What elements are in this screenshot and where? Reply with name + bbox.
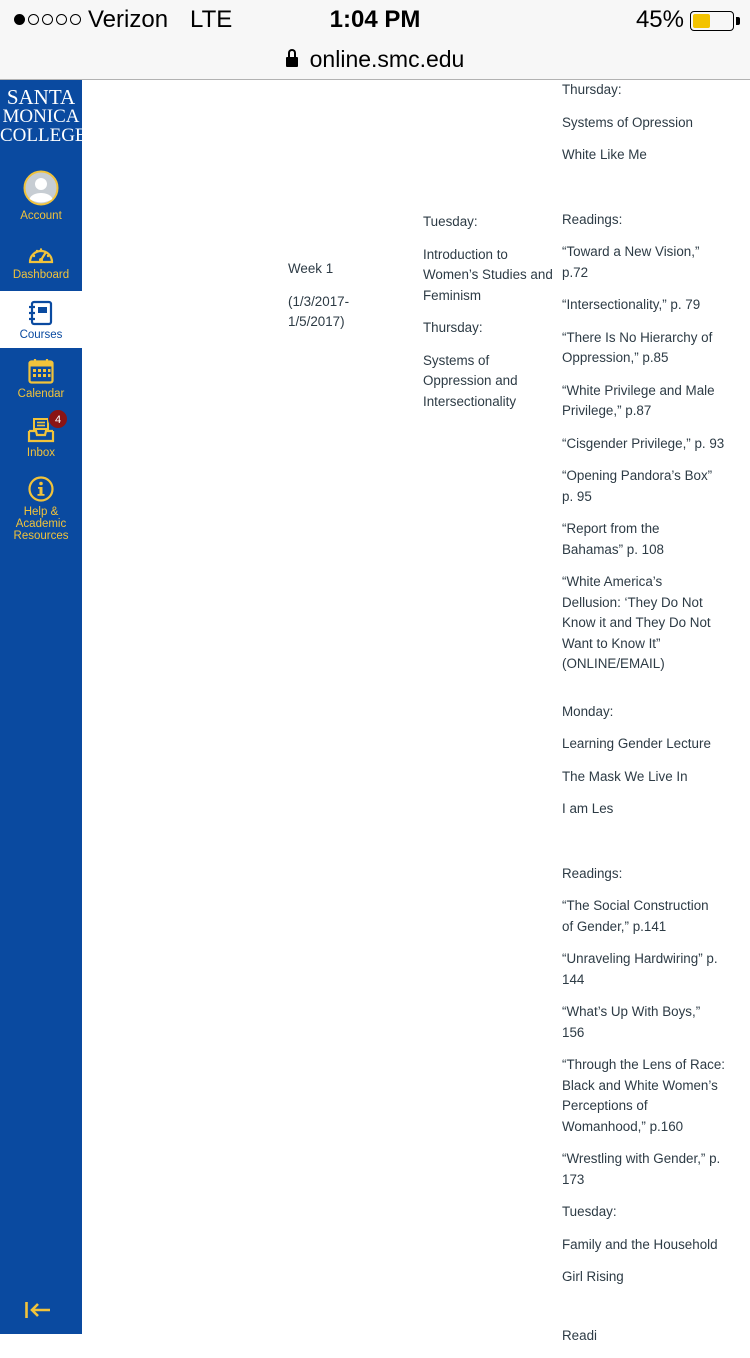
syllabus-schedule-table (82, 80, 750, 1343)
reading-item: “Intersectionality,” p. 79 (562, 297, 701, 312)
nav-item-inbox[interactable]: 4 Inbox (0, 417, 82, 461)
readings-heading-partial: Readi (562, 1327, 597, 1343)
schedule-item: Systems of Opression (562, 114, 693, 130)
day-label: Thursday: (423, 320, 483, 335)
topic-text: Systems of Oppression and Intersectionality (423, 352, 518, 409)
nav-item-calendar[interactable]: Calendar (0, 358, 82, 402)
readings-heading: Readings: (562, 211, 623, 227)
reading-item: “Through the Lens of Race: Black and White Women’s Perceptions of Womanhood,” p.160 (562, 1057, 726, 1134)
nav-item-dashboard[interactable]: Dashboard (0, 243, 82, 291)
address-bar[interactable] (0, 40, 750, 80)
lock-icon (286, 54, 298, 68)
url-text[interactable]: online.smc.edu (309, 46, 465, 72)
reading-item: “The Social Construction of Gender,” p.141 (562, 898, 709, 934)
battery-percent: 45% (635, 6, 684, 33)
network-type: LTE (190, 6, 233, 33)
reading-item: “Unraveling Hardwiring” p. 144 (562, 951, 718, 987)
nav-item-help[interactable] (0, 476, 82, 542)
topics-column (423, 212, 559, 424)
reading-item: “Toward a New Vision,” p.72 (562, 244, 700, 280)
reading-item: “Wrestling with Gender,” p. 173 (562, 1151, 721, 1187)
schedule-item: The Mask We Live In (562, 768, 688, 784)
help-icon (28, 476, 54, 502)
schedule-item: Learning Gender Lecture (562, 736, 711, 751)
day-label: Monday: (562, 703, 614, 719)
week-dates: (1/3/2017- 1/5/2017) (288, 293, 350, 329)
courses-icon (28, 301, 54, 325)
help-label: Help & Academic Resources (13, 506, 69, 542)
week-label: Week 1 (288, 261, 334, 276)
global-navigation (0, 80, 87, 1334)
reading-item: “Cisgender Privilege,” p. 93 (562, 435, 725, 451)
day-label: Thursday: (562, 82, 622, 97)
college-logo[interactable]: SANTA MONICA COLLEGE (0, 85, 87, 146)
reading-item: “Report from the Bahamas” p. 108 (562, 521, 664, 557)
account-icon (23, 170, 59, 206)
readings-column (562, 80, 744, 1358)
day-label: Tuesday: (562, 1204, 617, 1219)
nav-item-courses[interactable]: Courses (0, 291, 82, 348)
readings-heading: Readings: (562, 865, 623, 881)
schedule-item: I am Les (562, 801, 614, 816)
reading-item: “White Privilege and Male Privilege,” p.87 (562, 382, 715, 418)
day-label: Tuesday: (423, 214, 478, 229)
week-column (288, 259, 408, 345)
reading-item: “Opening Pandora’s Box” p. 95 (562, 468, 713, 504)
collapse-nav-icon[interactable] (24, 1300, 52, 1320)
battery-icon (690, 11, 734, 31)
schedule-item: Family and the Household (562, 1236, 718, 1252)
reading-item: “White America’s Dellusion: ‘They Do Not Know it and They Do Not Want to Know It” (ONLINE/EMAIL) (562, 574, 711, 671)
carrier-name: Verizon (88, 6, 169, 33)
status-bar (0, 0, 750, 40)
schedule-item: White Like Me (562, 147, 647, 162)
reading-item: “There Is No Hierarchy of Oppression,” p.85 (562, 329, 713, 365)
nav-item-account[interactable]: Account (0, 170, 82, 222)
dashboard-icon (27, 243, 55, 265)
unread-count-badge: 4 (48, 409, 68, 429)
calendar-icon (28, 358, 54, 384)
status-time: 1:04 PM (329, 6, 421, 33)
topic-text: Introduction to Women’s Studies and Feminism (423, 246, 553, 303)
reading-item: “What’s Up With Boys,” 156 (562, 1004, 701, 1040)
schedule-item: Girl Rising (562, 1269, 624, 1284)
